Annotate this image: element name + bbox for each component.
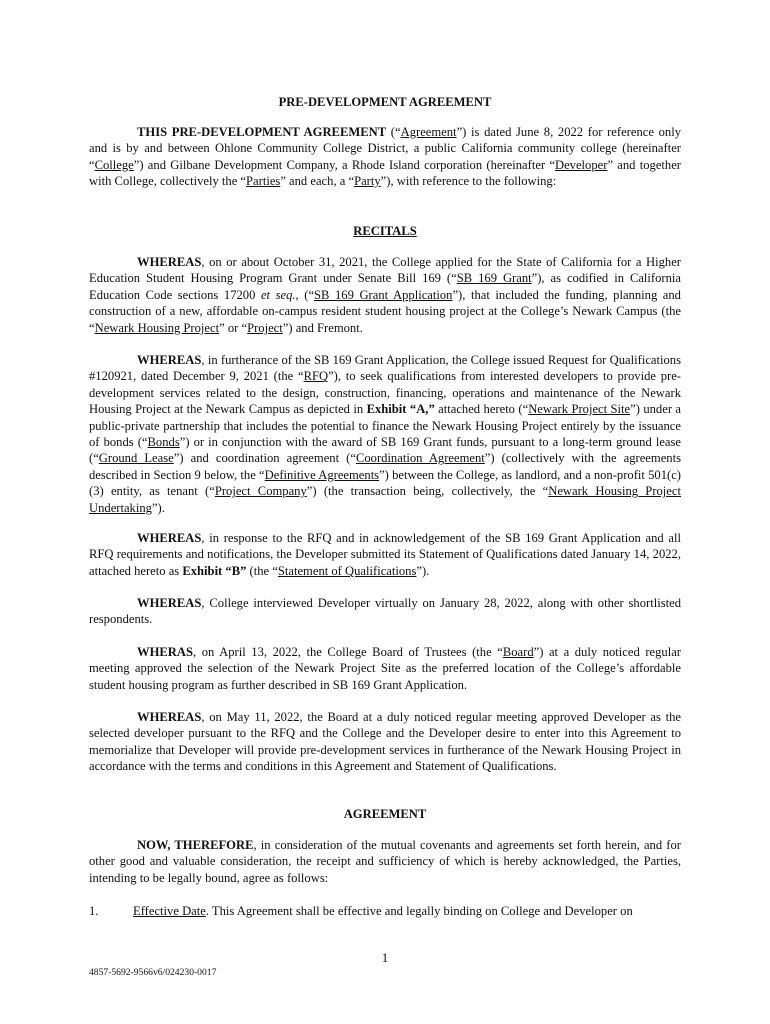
section-1-heading: Effective Date <box>133 904 206 918</box>
recital-3: WHEREAS, in response to the RFQ and in acknowledgement of the SB 169 Grant Application and all RFQ requirements and notifications, the Developer submitted its Statement of Qualifications dated January 14, 2022, attached hereto as Exhibit “B” (the “Statement of Qualifications”). <box>89 531 681 578</box>
agreement-heading: AGREEMENT <box>343 807 427 821</box>
document-title: PRE-DEVELOPMENT AGREEMENT <box>278 95 492 109</box>
footer-document-code: 4857-5692-9566v6/024230-0017 <box>89 967 217 978</box>
recitals-heading: RECITALS <box>353 224 417 238</box>
recital-2: WHEREAS, in furtherance of the SB 169 Grant Application, the College issued Request for Qualifications #120921, dated December 9, 2021 (the “RFQ”), to seek qualifications from interested developers to provide pre-development services related to the design, construction, financing, operations and maintenance of the Newark Housing Project at the Newark Campus as depicted in Exhibit “A,” attached hereto (“Newark Project Site”) under a public-private partnership that includes the potential to finance the Newark Housing Project entirely by the issuance of bonds (“Bonds”) or in conjunction with the award of SB 169 Grant funds, pursuant to a long-term ground lease (“Ground Lease”) and coordination agreement (“Coordination Agreement”) (collectively with the agreements described in Section 9 below, the “Definitive Agreements”) between the College, as landlord, and a non-profit 501(c)(3) entity, as tenant (“Project Company”) (the transaction being, collectively, the “Newark Housing Project Undertaking”). <box>89 353 682 515</box>
recital-5: WHERAS, on April 13, 2022, the College Board of Trustees (the “Board”) at a duly noticed regular meeting approved the selection of the Newark Project Site as the preferred location of the College’s affordable student housing program as further described in SB 169 Grant Application. <box>89 645 682 692</box>
recital-1: WHEREAS, on or about October 31, 2021, the College applied for the State of California for a Higher Education Student Housing Program Grant under Senate Bill 169 (“SB 169 Grant”), as codified in California Education Code sections 17200 et seq., (“SB 169 Grant Application”), that included the funding, planning and construction of a new, affordable on-campus resident student housing project at the College’s Newark Campus (the “Newark Housing Project” or “Project”) and Fremont. <box>89 255 682 335</box>
now-therefore-paragraph: NOW, THEREFORE, in consideration of the mutual covenants and agreements set forth herein, and for other good and valuable consideration, the receipt and sufficiency of which is hereby acknowledged, the Parties, intending to be legally bound, agree as follows: <box>89 838 681 885</box>
recital-6: WHEREAS, on May 11, 2022, the Board at a duly noticed regular meeting approved Developer as the selected developer pursuant to the RFQ and the College and the Developer desire to enter into this Agreement to memorialize that Developer will provide pre-development services in furtherance of the Newark Housing Project in accordance with the terms and conditions in this Agreement and Statement of Qualifications. <box>89 710 681 774</box>
intro-paragraph: THIS PRE-DEVELOPMENT AGREEMENT (“Agreement”) is dated June 8, 2022 for reference only and is by and between Ohlone Community College District, a public California community college (hereinafter “College”) and Gilbane Development Company, a Rhode Island corporation (hereinafter “Developer” and together with College, collectively the “Parties” and each, a “Party”), with reference to the following: <box>89 125 682 189</box>
page-number: 1 <box>381 950 389 965</box>
section-1: 1. Effective Date. This Agreement shall be effective and legally binding on College and Developer on <box>89 904 633 918</box>
recital-4: WHEREAS, College interviewed Developer virtually on January 28, 2022, along with other shortlisted respondents. <box>89 596 681 627</box>
